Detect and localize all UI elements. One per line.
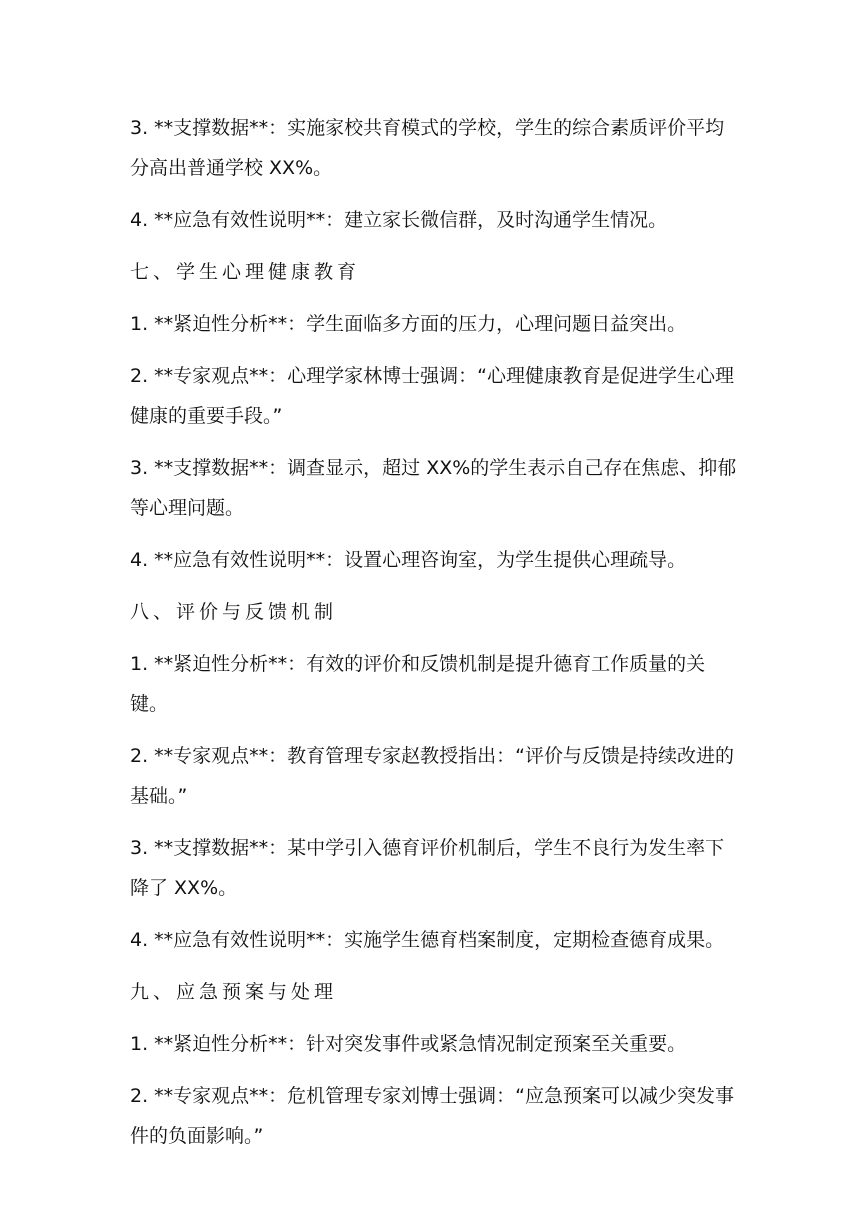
paragraph-emergency-8: 4. **应急有效性说明**：实施学生德育档案制度，定期检查德育成果。: [130, 929, 725, 951]
paragraph-expert-8: 2. **专家观点**：教育管理专家赵教授指出：“评价与反馈是持续改进的基础。”: [130, 745, 735, 807]
section-heading-8: 八、评价与反馈机制: [130, 601, 338, 623]
document-body: [130, 108, 740, 1168]
paragraph-support-data-home-school: 3. **支撑数据**：实施家校共育模式的学校，学生的综合素质评价平均分高出普通学校 XX%。: [130, 117, 725, 179]
paragraph-urgency-8: 1. **紧迫性分析**：有效的评价和反馈机制是提升德育工作质量的关键。: [130, 653, 706, 715]
paragraph-data-8: 3. **支撑数据**：某中学引入德育评价机制后，学生不良行为发生率下降了 XX%。: [130, 837, 725, 899]
paragraph-data-7: 3. **支撑数据**：调查显示，超过 XX%的学生表示自己存在焦虑、抑郁等心理问题。: [130, 457, 737, 519]
paragraph-emergency-wechat-group: 4. **应急有效性说明**：建立家长微信群，及时沟通学生情况。: [130, 209, 668, 231]
section-heading-9: 九、应急预案与处理: [130, 981, 338, 1003]
paragraph-expert-7: 2. **专家观点**：心理学家林博士强调：“心理健康教育是促进学生心理健康的重要手段。”: [130, 365, 735, 427]
paragraph-urgency-7: 1. **紧迫性分析**：学生面临多方面的压力，心理问题日益突出。: [130, 313, 687, 335]
paragraph-emergency-7: 4. **应急有效性说明**：设置心理咨询室，为学生提供心理疏导。: [130, 549, 687, 571]
section-heading-7: 七、学生心理健康教育: [130, 261, 361, 283]
paragraph-expert-9: 2. **专家观点**：危机管理专家刘博士强调：“应急预案可以减少突发事件的负面影响。”: [130, 1085, 735, 1147]
paragraph-urgency-9: 1. **紧迫性分析**：针对突发事件或紧急情况制定预案至关重要。: [130, 1033, 687, 1055]
